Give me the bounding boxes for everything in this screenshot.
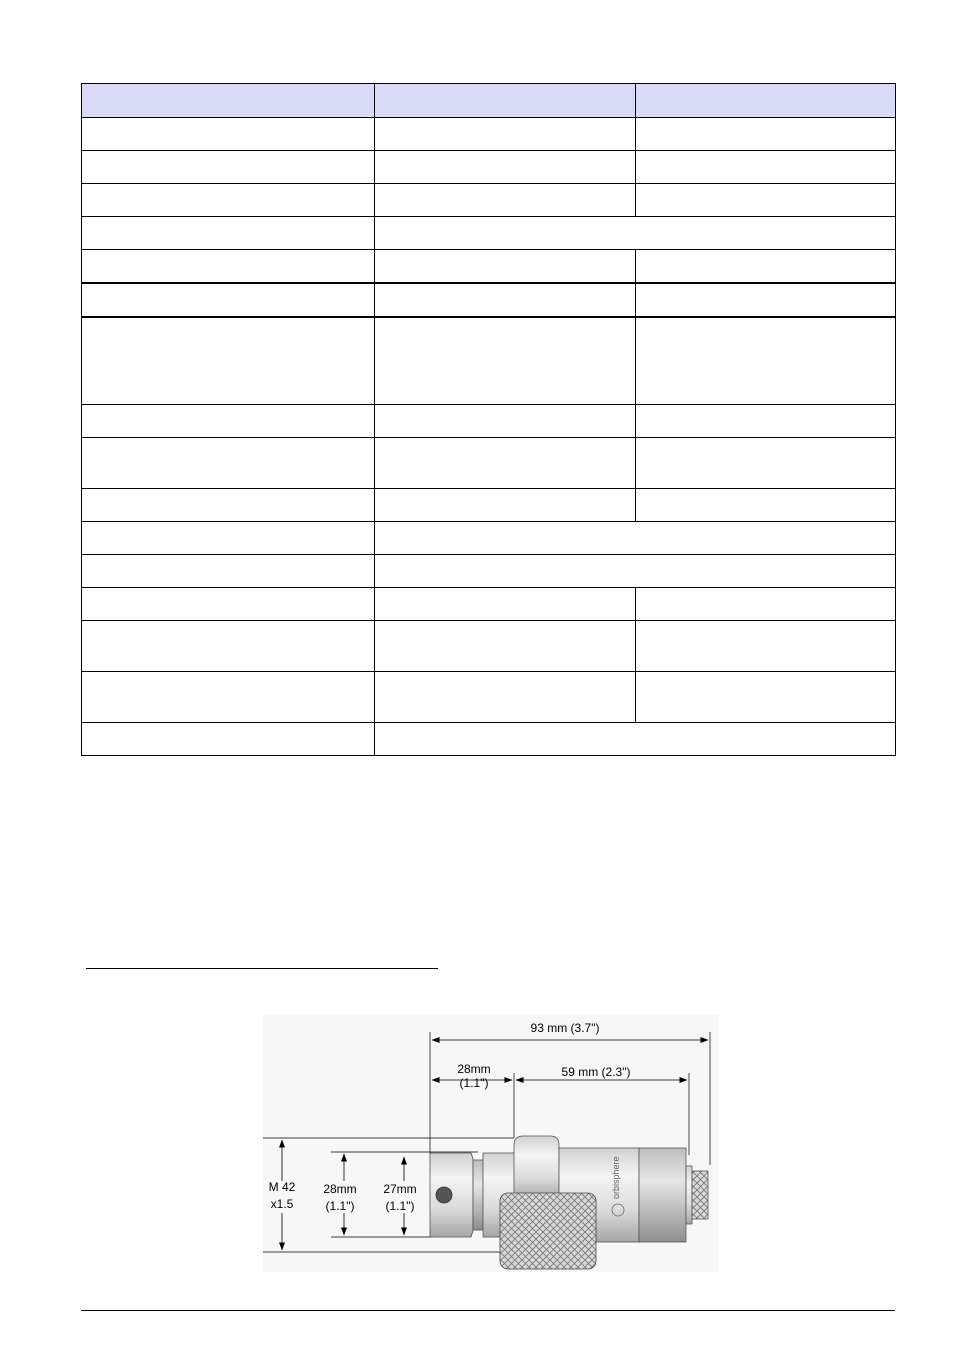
thread-size-label: M 42	[268, 1180, 296, 1194]
table-cell	[82, 438, 375, 489]
table-cell	[636, 489, 896, 522]
sensor-port	[436, 1187, 452, 1203]
table-cell	[82, 118, 375, 151]
table-row	[82, 283, 896, 317]
table-cell	[375, 317, 636, 405]
table-cell	[375, 184, 636, 217]
head-length-value: 28mm	[457, 1062, 491, 1076]
table-header-cell	[636, 84, 896, 118]
table-cell	[82, 283, 375, 317]
overall-length-label: 93 mm (3.7")	[530, 1021, 600, 1035]
table-cell	[375, 489, 636, 522]
footer-rule	[81, 1310, 895, 1311]
table-row	[82, 522, 896, 555]
diameter2-value: 27mm	[383, 1182, 417, 1196]
body-length-label: 59 mm (2.3")	[561, 1065, 631, 1079]
table-header-cell	[375, 84, 636, 118]
locking-collar	[514, 1136, 559, 1200]
table-cell	[375, 250, 636, 284]
table-row	[82, 621, 896, 672]
table-header-row	[82, 84, 896, 118]
cable-connector	[692, 1171, 708, 1219]
table-row	[82, 438, 896, 489]
table-cell	[375, 405, 636, 438]
table-header-cell	[82, 84, 375, 118]
table-cell	[82, 555, 375, 588]
table-row	[82, 151, 896, 184]
table-cell	[82, 184, 375, 217]
table-cell	[82, 588, 375, 621]
table-cell	[636, 283, 896, 317]
table-cell	[636, 405, 896, 438]
thread-pitch-label: x1.5	[270, 1197, 294, 1211]
table-row	[82, 250, 896, 284]
table-cell	[82, 250, 375, 284]
table-cell	[636, 672, 896, 723]
head-length-inch: (1.1")	[459, 1076, 489, 1090]
table-row	[82, 317, 896, 405]
table-cell-merged	[375, 555, 896, 588]
table-cell	[636, 621, 896, 672]
table-cell	[82, 723, 375, 756]
table-cell	[82, 522, 375, 555]
table-cell	[375, 621, 636, 672]
table-row	[82, 489, 896, 522]
table-row	[82, 405, 896, 438]
table-cell	[82, 672, 375, 723]
brand-label: orbisphere	[611, 1156, 621, 1199]
table-cell	[375, 438, 636, 489]
table-cell	[375, 588, 636, 621]
table-cell	[375, 118, 636, 151]
diameter1-inch: (1.1")	[325, 1199, 355, 1213]
section-heading-underline	[86, 968, 438, 969]
table-cell	[636, 151, 896, 184]
table-row	[82, 723, 896, 756]
table-cell-merged	[375, 522, 896, 555]
table-cell	[636, 250, 896, 284]
table-cell	[636, 184, 896, 217]
knurled-nut	[500, 1193, 596, 1269]
table-cell	[375, 283, 636, 317]
table-cell	[82, 151, 375, 184]
diameter2-inch: (1.1")	[385, 1199, 415, 1213]
table-row	[82, 588, 896, 621]
table-row	[82, 555, 896, 588]
table-row	[82, 184, 896, 217]
table-cell	[82, 489, 375, 522]
table-cell	[636, 317, 896, 405]
sensor-dimension-drawing	[263, 1015, 719, 1272]
table-cell	[82, 405, 375, 438]
table-cell	[636, 588, 896, 621]
table-cell	[82, 621, 375, 672]
table-cell-merged	[375, 723, 896, 756]
table-cell	[636, 438, 896, 489]
table-row	[82, 217, 896, 250]
table-cell	[375, 151, 636, 184]
table-cell-merged	[375, 217, 896, 250]
table-cell	[82, 217, 375, 250]
table-row	[82, 672, 896, 723]
table-cell	[375, 672, 636, 723]
diameter1-value: 28mm	[323, 1182, 357, 1196]
table-cell	[636, 118, 896, 151]
table-cell	[82, 317, 375, 405]
specifications-table	[81, 83, 896, 756]
table-row	[82, 118, 896, 151]
